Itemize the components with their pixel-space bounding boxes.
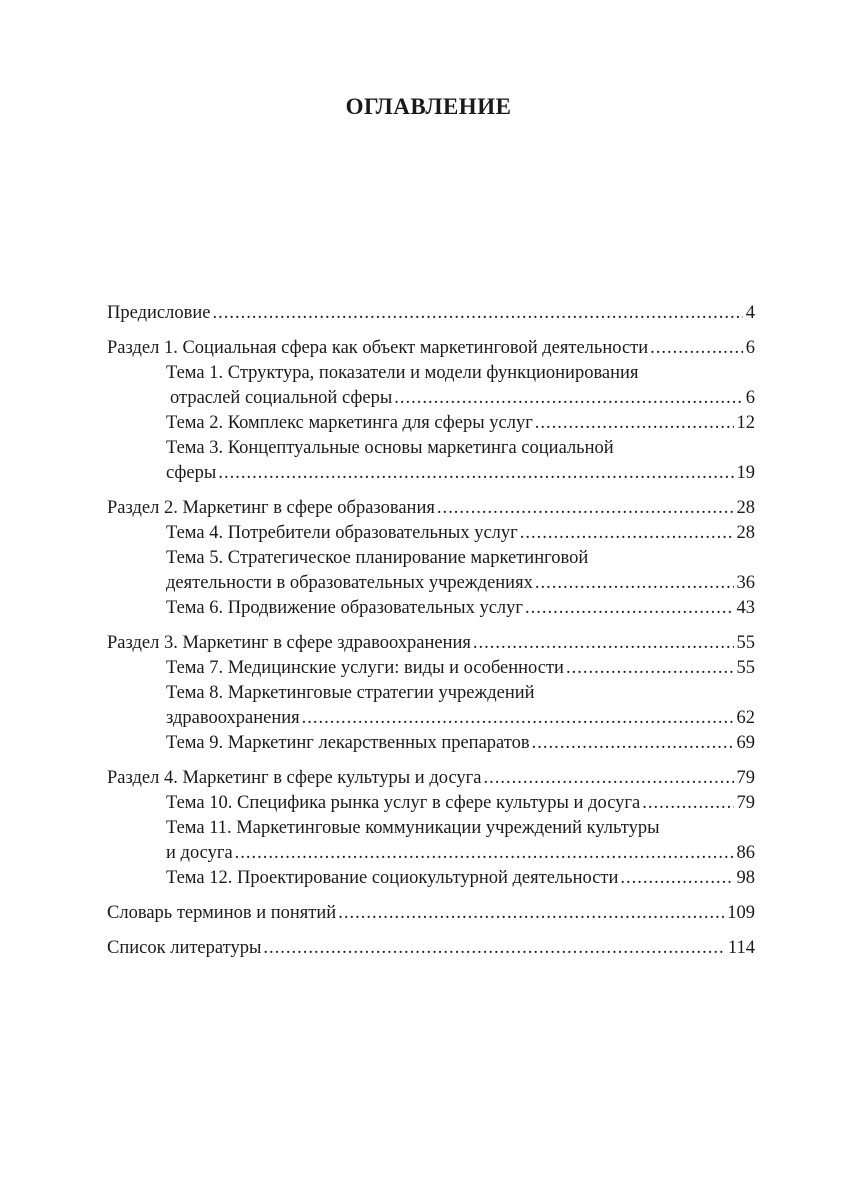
toc-entry-label: Тема 12. Проектирование социокультурной деятельности [166,868,619,888]
toc-topic-entry[interactable] [107,791,755,816]
toc-entry-page: 36 [736,573,755,593]
toc-entry-page: 98 [736,868,755,888]
toc-entry-page: 69 [736,733,755,753]
page-title: ОГЛАВЛЕНИЕ [345,94,512,119]
toc-entry-label: здравоохранения [166,708,300,728]
toc-section-entry[interactable] [107,631,755,656]
toc-topic-entry[interactable] [107,521,755,546]
table-of-contents [107,301,755,971]
dot-leader [642,791,733,816]
toc-topic-entry-continuation[interactable] [107,706,755,731]
toc-entry-label: Тема 3. Концептуальные основы маркетинга социальной [166,438,614,458]
toc-entry-label: отраслей социальной сферы [170,388,393,408]
toc-entry-page: 43 [736,598,755,618]
toc-entry-page: 6 [745,338,755,358]
toc-topic-entry[interactable] [107,546,755,571]
toc-entry[interactable] [107,936,755,961]
toc-section-entry[interactable] [107,496,755,521]
toc-glossary [107,901,755,926]
toc-entry-page: 55 [736,633,755,653]
dot-leader [473,631,734,656]
toc-entry-label: Тема 2. Комплекс маркетинга для сферы услуг [166,413,533,433]
toc-entry-page: 28 [736,523,755,543]
toc-topic-entry-continuation[interactable] [107,571,755,596]
toc-section-3 [107,631,755,756]
toc-entry-page: 28 [736,498,755,518]
toc-entry-label: Тема 11. Маркетинговые коммуникации учреждений культуры [166,818,660,838]
dot-leader [338,901,724,926]
dot-leader [212,301,742,326]
toc-entry-label: сферы [166,463,217,483]
dot-leader [566,656,734,681]
toc-topic-entry-continuation[interactable] [107,461,755,486]
toc-entry-label: Тема 4. Потребители образовательных услуг [166,523,518,543]
dot-leader [525,596,734,621]
toc-entry-page: 79 [736,793,755,813]
toc-entry-label: деятельности в образовательных учреждениях [166,573,533,593]
toc-topic-entry[interactable] [107,436,755,461]
toc-topic-entry-continuation[interactable] [107,841,755,866]
dot-leader [483,766,733,791]
toc-entry-page: 6 [745,388,755,408]
dot-leader [263,936,725,961]
toc-entry-page: 4 [745,303,755,323]
dot-leader [302,706,734,731]
toc-entry-label: Тема 1. Структура, показатели и модели функционирования [166,363,639,383]
toc-topic-entry[interactable] [107,361,755,386]
toc-section-2 [107,496,755,621]
toc-entry-label: Предисловие [107,303,211,323]
toc-topic-entry[interactable] [107,681,755,706]
dot-leader [235,841,734,866]
toc-entry-label: Раздел 3. Маркетинг в сфере здравоохранения [107,633,471,653]
toc-topic-entry-continuation[interactable] [107,386,755,411]
toc-entry-label: Раздел 2. Маркетинг в сфере образования [107,498,435,518]
toc-entry-label: Раздел 1. Социальная сфера как объект маркетинговой деятельности [107,338,649,358]
toc-entry-label: Тема 5. Стратегическое планирование маркетинговой [166,548,589,568]
toc-entry-label: Тема 7. Медицинские услуги: виды и особенности [166,658,564,678]
toc-entry[interactable] [107,901,755,926]
dot-leader [394,386,742,411]
toc-topic-entry[interactable] [107,731,755,756]
toc-entry-label: Тема 8. Маркетинговые стратегии учреждений [166,683,535,703]
dot-leader [532,731,734,756]
toc-entry-label: Тема 10. Специфика рынка услуг в сфере культуры и досуга [166,793,641,813]
toc-entry-page: 86 [736,843,755,863]
dot-leader [437,496,734,521]
toc-topic-entry[interactable] [107,866,755,891]
toc-topic-entry[interactable] [107,596,755,621]
toc-topic-entry[interactable] [107,816,755,841]
toc-entry-label: и досуга [166,843,233,863]
toc-section-entry[interactable] [107,766,755,791]
dot-leader [535,571,734,596]
dot-leader [535,411,734,436]
toc-preface [107,301,755,326]
toc-entry[interactable] [107,301,755,326]
toc-entry-label: Тема 6. Продвижение образовательных услуг [166,598,523,618]
toc-entry-label: Список литературы [107,938,262,958]
toc-topic-entry[interactable] [107,656,755,681]
dot-leader [218,461,733,486]
toc-entry-page: 19 [736,463,755,483]
toc-entry-page: 62 [736,708,755,728]
toc-entry-page: 12 [736,413,755,433]
toc-entry-page: 55 [736,658,755,678]
dot-leader [650,336,743,361]
dot-leader [520,521,734,546]
toc-entry-page: 79 [736,768,755,788]
toc-entry-label: Тема 9. Маркетинг лекарственных препаратов [166,733,530,753]
toc-section-4 [107,766,755,891]
toc-bibliography [107,936,755,961]
toc-section-entry[interactable] [107,336,755,361]
toc-entry-label: Словарь терминов и понятий [107,903,337,923]
toc-entry-label: Раздел 4. Маркетинг в сфере культуры и досуга [107,768,482,788]
toc-entry-page: 114 [727,938,755,958]
toc-topic-entry[interactable] [107,411,755,436]
toc-entry-page: 109 [727,903,755,923]
dot-leader [620,866,733,891]
toc-section-1 [107,336,755,486]
